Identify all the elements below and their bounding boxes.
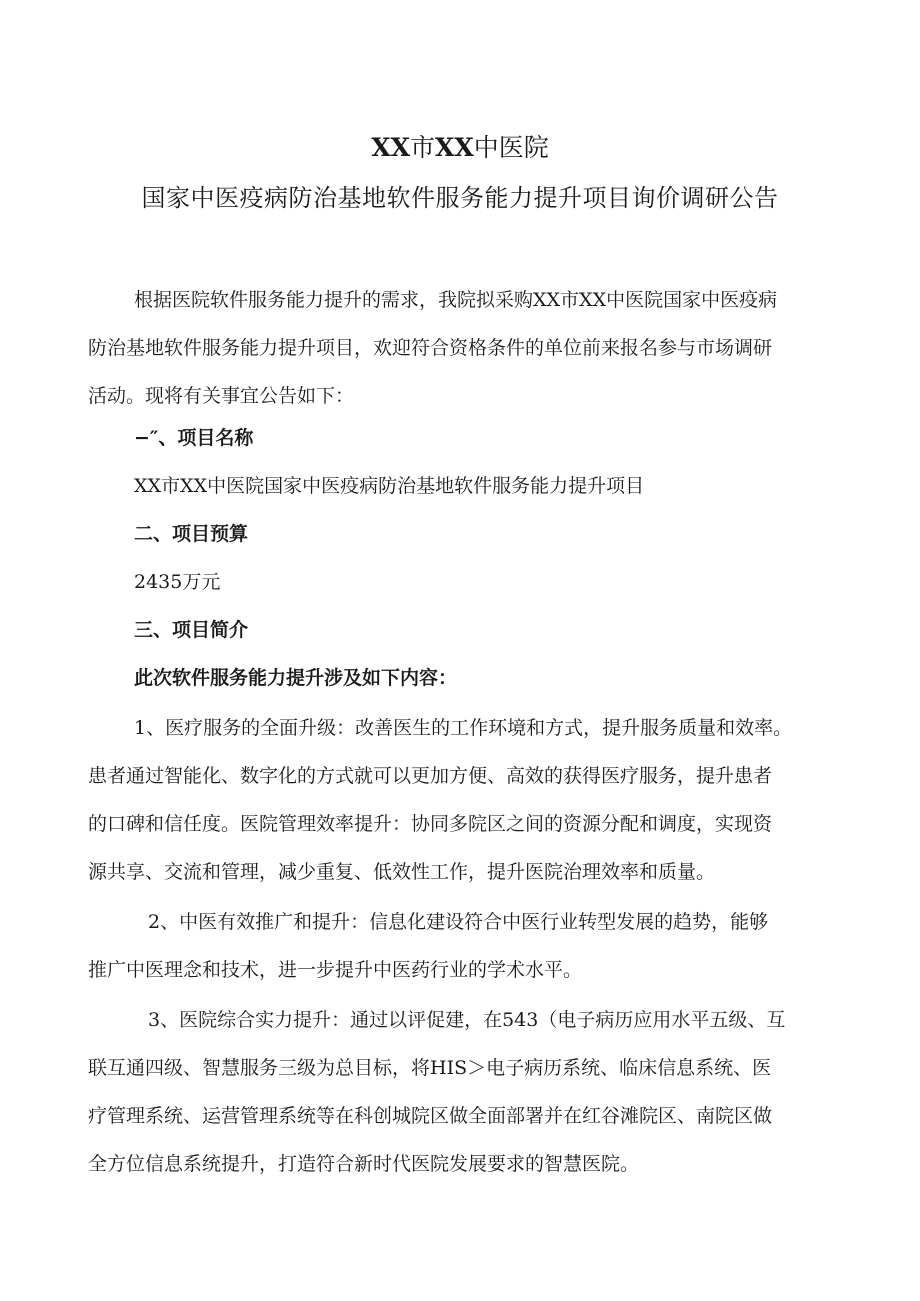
- item-3-line: 疗管理系统、运营管理系统等在科创城院区做全面部署并在红谷滩院区、南院区做: [88, 1105, 773, 1127]
- item-3-line: 全方位信息系统提升，打造符合新时代医院发展要求的智慧医院。: [88, 1153, 640, 1175]
- section-1: [88, 414, 832, 510]
- section-3-item-3: [88, 996, 832, 1188]
- section-2-heading: 二、项目预算: [134, 523, 249, 545]
- item-1-line: 源共享、交流和管理，减少重复、低效性工作，提升医院治理效率和质量。: [88, 861, 716, 883]
- item-1-line: 的口碑和信任度。医院管理效率提升：协同多院区之间的资源分配和调度，实现资: [88, 813, 773, 835]
- section-1-content: XX市XX中医院国家中医疫病防治基地软件服务能力提升项目: [134, 475, 645, 497]
- section-3-subheading: 此次软件服务能力提升涉及如下内容：: [134, 667, 458, 689]
- title-hospital: 中医院: [473, 133, 549, 162]
- section-2: [88, 510, 832, 606]
- intro-line: 活动。现将有关事宜公告如下：: [88, 385, 355, 407]
- title-city: 市: [409, 133, 435, 162]
- section-3-item-1: [88, 704, 848, 896]
- item-1-line: 1、医疗服务的全面升级：改善医生的工作环境和方式，提升服务质量和效率。: [134, 717, 793, 739]
- document-title-hospital: [0, 130, 920, 166]
- section-3-item-2: [88, 898, 832, 994]
- item-2-line: 推广中医理念和技术，进一步提升中医药行业的学术水平。: [88, 959, 583, 981]
- section-1-heading: −″、项目名称: [134, 427, 254, 449]
- intro-line: 防治基地软件服务能力提升项目，欢迎符合资格条件的单位前来报名参与市场调研: [88, 337, 773, 359]
- item-3-line: 联互通四级、智慧服务三级为总目标，将HIS＞电子病历系统、临床信息系统、医: [88, 1057, 772, 1079]
- item-3-line: 3、医院综合实力提升：通过以评促建，在543（电子病历应用水平五级、互: [148, 1009, 786, 1031]
- item-1-line: 患者通过智能化、数字化的方式就可以更加方便、高效的获得医疗服务，提升患者: [88, 765, 773, 787]
- item-2-line: 2、中医有效推广和提升：信息化建设符合中医行业转型发展的趋势，能够: [148, 911, 769, 933]
- document-title-notice: 国家中医疫病防治基地软件服务能力提升项目询价调研公告: [141, 184, 779, 212]
- title-xx-2: XX: [435, 133, 474, 162]
- section-3: [88, 606, 832, 702]
- title-xx-1: XX: [371, 133, 410, 162]
- section-2-content: 2435万元: [134, 571, 221, 593]
- section-3-heading: 三、项目简介: [134, 619, 249, 641]
- intro-paragraph: [88, 276, 832, 420]
- intro-line: 根据医院软件服务能力提升的需求，我院拟采购XX市XX中医院国家中医疫病: [134, 289, 778, 311]
